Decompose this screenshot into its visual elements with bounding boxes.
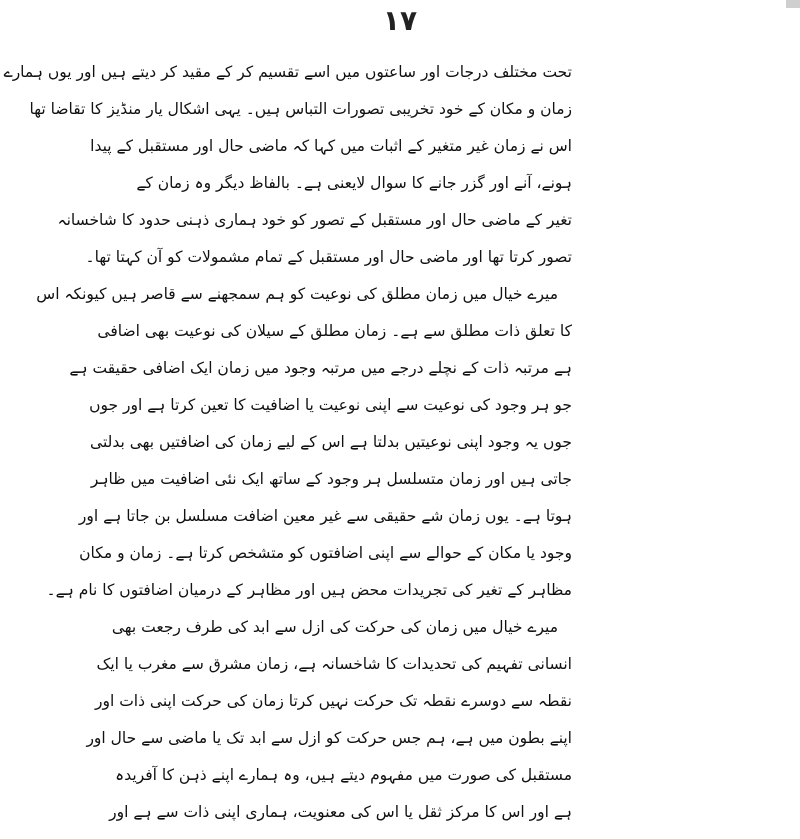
text-line: نقطہ سے دوسرے نقطہ تک حرکت نہیں کرتا زمان کی حرکت اپنی ذات اور <box>94 692 572 710</box>
text-line: مستقبل کی صورت میں مفہوم دیتے ہیں، وہ ہمارے اپنے ذہن کا آفریدہ <box>115 766 572 784</box>
text-line: ہے مرتبہ ذات کے نچلے درجے میں مرتبہ وجود میں زمان ایک اضافی حقیقت ہے <box>69 359 572 377</box>
text-line: میرے خیال میں زمان کی حرکت کی ازل سے ابد کی طرف رجعت بھی <box>111 618 558 636</box>
text-line: ہے اور اس کا مرکز ثقل یا اس کی معنویت، ہماری اپنی ذات سے ہے اور <box>109 803 572 821</box>
text-line: مظاہر کے تغیر کی تجریدات محض ہیں اور مظاہر کے درمیان اضافتوں کا نام ہے۔ <box>46 581 572 599</box>
text-line: اس نے زمان غیر متغیر کے اثبات میں کہا کہ ماضی حال اور مستقبل کے پیدا <box>90 137 572 155</box>
text-line: جاتی ہیں اور زمان متسلسل ہر وجود کے ساتھ ایک نئی اضافیت میں ظاہر <box>90 470 572 488</box>
text-line: میرے خیال میں زمان مطلق کی نوعیت کو ہم سمجھنے سے قاصر ہیں کیونکہ اس <box>36 285 558 303</box>
text-line: جو ہر وجود کی نوعیت سے اپنی نوعیت یا اضافیت کا تعین کرتا ہے اور جوں <box>89 396 572 414</box>
text-line: ہونے، آنے اور گزر جانے کا سوال لایعنی ہے۔ بالفاظ دیگر وہ زمان کے <box>136 174 572 192</box>
text-line: تصور کرتا تھا اور ماضی حال اور مستقبل کے تمام مشمولات کو آن کہتا تھا۔ <box>85 248 572 266</box>
text-line: انسانی تفہیم کی تحدیدات کا شاخسانہ ہے، زمان مشرق سے مغرب یا ایک <box>96 655 572 673</box>
corner-mark <box>786 0 800 8</box>
text-line: تحت مختلف درجات اور ساعتوں میں اسے تقسیم کر کے مقید کر دیتے ہیں اور یوں ہمارے <box>3 63 572 81</box>
text-line: زمان و مکان کے خود تخریبی تصورات التباس ہیں۔ یہی اشکال یار منڈیز کا تقاضا تھا <box>29 100 572 118</box>
text-line: اپنے بطون میں ہے، ہم جس حرکت کو ازل سے ابد تک یا ماضی سے حال اور <box>86 729 572 747</box>
text-line: تغیر کے ماضی حال اور مستقبل کے تصور کو خود ہماری ذہنی حدود کا شاخسانہ <box>57 211 572 229</box>
text-line: کا تعلق ذات مطلق سے ہے۔ زمان مطلق کے سیلان کی نوعیت بھی اضافی <box>97 322 572 340</box>
text-line: جوں یہ وجود اپنی نوعیتیں بدلتا ہے اس کے لیے زمان کی اضافتیں بھی بدلتی <box>90 433 572 451</box>
body-text <box>3 62 572 839</box>
page-number: ۱۷ <box>382 4 418 37</box>
text-line: وجود یا مکان کے حوالے سے اپنی اضافتوں کو متشخص کرتا ہے۔ زمان و مکان <box>79 544 572 562</box>
text-line: ہوتا ہے۔ یوں زمان شے حقیقی سے غیر معین اضافت مسلسل بن جاتا ہے اور <box>78 507 572 525</box>
